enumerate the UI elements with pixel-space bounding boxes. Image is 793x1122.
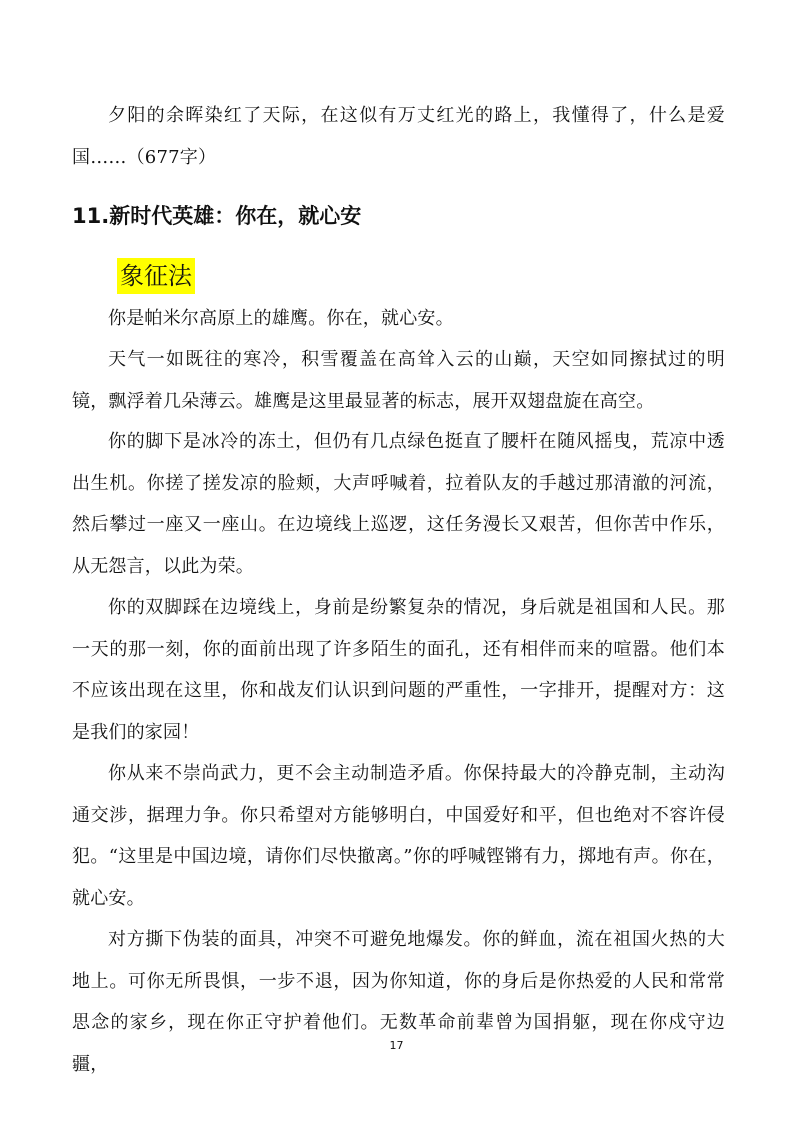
intro-paragraph: 夕阳的余晖染红了天际，在这似有万丈红光的路上，我懂得了，什么是爱国……（677字） [72, 105, 725, 168]
section-heading: 11.新时代英雄：你在，就心安 [72, 204, 362, 228]
method-tag: 象征法 [117, 258, 195, 294]
page-number: 17 [389, 1039, 404, 1052]
paragraph-3: 你的脚下是冰冷的冻土，但仍有几点绿色挺直了腰杆在随风摇曳，荒凉中透出生机。你搓了搓发凉的脸颊，大声呼喊着，拉着队友的手越过那清澈的河流，然后攀过一座又一座山。在边境线上巡逻，这任务漫长又艰苦，但你苦中作乐，从无怨言，以此为荣。 [72, 431, 725, 577]
paragraph-5: 你从来不崇尚武力，更不会主动制造矛盾。你保持最大的冷静克制，主动沟通交涉，据理力争。你只希望对方能够明白，中国爱好和平，但也绝对不容许侵犯。“这里是中国边境，请你们尽快撤离。”你的呼喊铿锵有力，掷地有声。你在，就心安。 [72, 763, 725, 909]
paragraph-4: 你的双脚踩在边境线上，身前是纷繁复杂的情况，身后就是祖国和人民。那一天的那一刻，你的面前出现了许多陌生的面孔，还有相伴而来的喧嚣。他们本不应该出现在这里，你和战友们认识到问题的严重性，一字排开，提醒对方：这是我们的家园！ [72, 597, 725, 743]
paragraph-2: 天气一如既往的寒冷，积雪覆盖在高耸入云的山巅，天空如同擦拭过的明镜，飘浮着几朵薄云。雄鹰是这里最显著的标志，展开双翅盘旋在高空。 [72, 349, 725, 412]
paragraph-1: 你是帕米尔高原上的雄鹰。你在，就心安。 [108, 308, 454, 329]
paragraph-6: 对方撕下伪装的面具，冲突不可避免地爆发。你的鲜血，流在祖国火热的大地上。可你无所畏惧，一步不退，因为你知道，你的身后是你热爱的人民和常常思念的家乡，现在你正守护着他们。无数革命前辈曾为国捐躯，现在你戍守边疆， [72, 929, 725, 1075]
